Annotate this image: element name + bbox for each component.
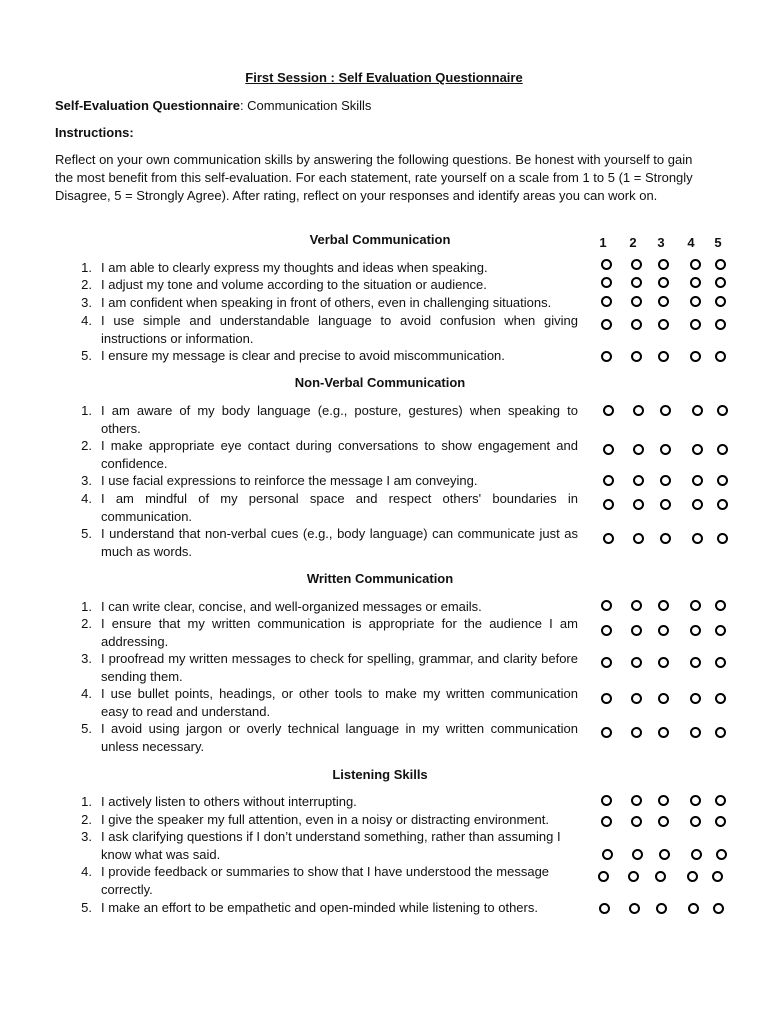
rating-radio-2[interactable]: [633, 533, 644, 544]
rating-radio-5[interactable]: [715, 319, 726, 330]
item-number: 1.: [81, 794, 92, 809]
rating-row: [0, 351, 768, 363]
item-text: I give the speaker my full attention, even in a noisy or distracting environment.: [101, 812, 550, 827]
rating-radio-4[interactable]: [690, 727, 701, 738]
rating-radio-5[interactable]: [715, 657, 726, 668]
rating-radio-2[interactable]: [631, 296, 642, 307]
rating-radio-4[interactable]: [690, 277, 701, 288]
rating-row: [0, 405, 768, 417]
rating-radio-5[interactable]: [715, 816, 726, 827]
rating-radio-3[interactable]: [659, 849, 670, 860]
item-text: I adjust my tone and volume according to the situation or audience.: [101, 277, 487, 292]
rating-radio-3[interactable]: [660, 499, 671, 510]
rating-radio-5[interactable]: [717, 475, 728, 486]
item-text: I provide feedback or summaries to show that I have understood the message correctly.: [101, 864, 550, 897]
rating-row: [0, 277, 768, 289]
rating-row: [0, 259, 768, 271]
rating-radio-5[interactable]: [716, 849, 727, 860]
rating-radio-1[interactable]: [601, 600, 612, 611]
rating-row: [0, 871, 768, 883]
rating-radio-2[interactable]: [631, 625, 642, 636]
rating-radio-4[interactable]: [690, 259, 701, 270]
rating-radio-1[interactable]: [603, 405, 614, 416]
rating-radio-5[interactable]: [715, 625, 726, 636]
rating-radio-2[interactable]: [633, 475, 644, 486]
rating-radio-5[interactable]: [713, 903, 724, 914]
rating-radio-1[interactable]: [601, 351, 612, 362]
scale-label-2: 2: [629, 235, 637, 250]
item-number: 1.: [81, 260, 92, 275]
item-number: 2.: [81, 616, 92, 631]
item-number: 5.: [81, 721, 92, 736]
item-text: I ask clarifying questions if I don’t understand something, rather than assuming I know what was said.: [101, 829, 561, 862]
rating-radio-5[interactable]: [712, 871, 723, 882]
rating-row: [0, 533, 768, 545]
rating-radio-1[interactable]: [601, 319, 612, 330]
rating-radio-1[interactable]: [601, 277, 612, 288]
rating-radio-1[interactable]: [603, 499, 614, 510]
item-text: I ensure that my written communication is appropriate for the audience I am addressing.: [101, 616, 578, 649]
rating-radio-1[interactable]: [599, 903, 610, 914]
item-number: 1.: [81, 403, 92, 418]
rating-radio-3[interactable]: [660, 444, 671, 455]
scale-label-4: 4: [687, 235, 695, 250]
rating-radio-1[interactable]: [601, 795, 612, 806]
rating-row: [0, 849, 768, 861]
rating-radio-2[interactable]: [632, 849, 643, 860]
rating-row: [0, 657, 768, 669]
rating-radio-1[interactable]: [601, 727, 612, 738]
rating-row: [0, 693, 768, 705]
item-text: I actively listen to others without interrupting.: [101, 794, 357, 809]
rating-row: [0, 475, 768, 487]
rating-radio-4[interactable]: [691, 849, 702, 860]
item-text: I am able to clearly express my thoughts and ideas when speaking.: [101, 260, 488, 275]
rating-radio-2[interactable]: [631, 259, 642, 270]
rating-radio-4[interactable]: [690, 795, 701, 806]
rating-radio-4[interactable]: [687, 871, 698, 882]
item-number: 2.: [81, 277, 92, 292]
rating-radio-4[interactable]: [690, 693, 701, 704]
rating-radio-5[interactable]: [715, 277, 726, 288]
page-title: First Session : Self Evaluation Questionnaire: [245, 70, 523, 85]
rating-radio-4[interactable]: [690, 319, 701, 330]
rating-radio-5[interactable]: [715, 351, 726, 362]
item-number: 4.: [81, 491, 92, 506]
rating-radio-2[interactable]: [631, 600, 642, 611]
rating-radio-2[interactable]: [629, 903, 640, 914]
scale-label-1: 1: [599, 235, 607, 250]
item-text: I am aware of my body language (e.g., posture, gestures) when speaking to others.: [101, 403, 578, 436]
item-number: 1.: [81, 599, 92, 614]
item-number: 5.: [81, 526, 92, 541]
rating-radio-3[interactable]: [658, 296, 669, 307]
item-text: I avoid using jargon or overly technical language in my written communication unless necessary.: [101, 721, 578, 754]
item-number: 4.: [81, 686, 92, 701]
rating-row: [0, 600, 768, 612]
subtitle-bold: Self-Evaluation Questionnaire: [55, 98, 240, 113]
item-text: I am confident when speaking in front of others, even in challenging situations.: [101, 295, 552, 310]
subtitle-rest: : Communication Skills: [239, 98, 372, 113]
rating-radio-3[interactable]: [660, 533, 671, 544]
rating-row: [0, 795, 768, 807]
rating-row: [0, 727, 768, 739]
rating-row: [0, 499, 768, 511]
rating-radio-5[interactable]: [717, 533, 728, 544]
rating-row: [0, 296, 768, 308]
rating-radio-3[interactable]: [658, 259, 669, 270]
rating-radio-1[interactable]: [601, 296, 612, 307]
subtitle: [55, 98, 371, 113]
rating-radio-2[interactable]: [631, 277, 642, 288]
item-text: I am mindful of my personal space and respect others' boundaries in communication.: [101, 491, 578, 524]
rating-radio-3[interactable]: [658, 319, 669, 330]
rating-radio-1[interactable]: [601, 657, 612, 668]
rating-radio-5[interactable]: [717, 444, 728, 455]
rating-radio-4[interactable]: [690, 816, 701, 827]
rating-radio-3[interactable]: [658, 277, 669, 288]
item-number: 4.: [81, 313, 92, 328]
item-text: I ensure my message is clear and precise to avoid miscommunication.: [101, 348, 505, 363]
rating-radio-2[interactable]: [631, 351, 642, 362]
item-number: 5.: [81, 348, 92, 363]
rating-radio-2[interactable]: [633, 405, 644, 416]
scale-label-5: 5: [714, 235, 722, 250]
rating-radio-1[interactable]: [598, 871, 609, 882]
rating-radio-3[interactable]: [655, 871, 666, 882]
rating-radio-3[interactable]: [656, 903, 667, 914]
item-text: I make appropriate eye contact during conversations to show engagement and confidence.: [101, 438, 578, 471]
rating-radio-3[interactable]: [658, 657, 669, 668]
rating-row: [0, 625, 768, 637]
rating-radio-1[interactable]: [601, 625, 612, 636]
rating-radio-1[interactable]: [602, 849, 613, 860]
item-text: I use bullet points, headings, or other tools to make my written communication easy to read and understand.: [101, 686, 578, 719]
item-text: I use facial expressions to reinforce the message I am conveying.: [101, 473, 478, 488]
item-number: 4.: [81, 864, 92, 879]
section-title-verbal: Verbal Communication: [309, 232, 451, 247]
rating-radio-1[interactable]: [603, 475, 614, 486]
item-number: 2.: [81, 438, 92, 453]
rating-radio-3[interactable]: [658, 625, 669, 636]
rating-radio-3[interactable]: [658, 795, 669, 806]
item-number: 5.: [81, 900, 92, 915]
scale-label-3: 3: [657, 235, 665, 250]
item-text: I can write clear, concise, and well-organized messages or emails.: [101, 599, 482, 614]
rating-radio-2[interactable]: [631, 795, 642, 806]
rating-radio-2[interactable]: [633, 444, 644, 455]
rating-radio-4[interactable]: [692, 475, 703, 486]
item-number: 3.: [81, 829, 92, 844]
rating-radio-5[interactable]: [715, 795, 726, 806]
item-text: I proofread my written messages to check for spelling, grammar, and clarity before sending them.: [101, 651, 578, 684]
rating-radio-2[interactable]: [633, 499, 644, 510]
rating-radio-4[interactable]: [690, 296, 701, 307]
rating-radio-4[interactable]: [690, 600, 701, 611]
instructions-label: Instructions:: [55, 125, 134, 140]
rating-radio-4[interactable]: [692, 499, 703, 510]
rating-radio-4[interactable]: [688, 903, 699, 914]
rating-radio-1[interactable]: [601, 259, 612, 270]
rating-radio-5[interactable]: [715, 259, 726, 270]
item-number: 3.: [81, 295, 92, 310]
section-title-nonverbal: Non-Verbal Communication: [294, 375, 466, 390]
rating-radio-5[interactable]: [717, 499, 728, 510]
rating-radio-3[interactable]: [658, 727, 669, 738]
rating-radio-4[interactable]: [690, 351, 701, 362]
rating-row: [0, 903, 768, 915]
rating-radio-5[interactable]: [715, 600, 726, 611]
rating-radio-2[interactable]: [631, 693, 642, 704]
rating-radio-4[interactable]: [690, 625, 701, 636]
rating-radio-4[interactable]: [692, 405, 703, 416]
rating-radio-5[interactable]: [717, 405, 728, 416]
rating-radio-1[interactable]: [603, 533, 614, 544]
item-number: 2.: [81, 812, 92, 827]
rating-radio-2[interactable]: [628, 871, 639, 882]
item-number: 3.: [81, 651, 92, 666]
rating-radio-4[interactable]: [692, 533, 703, 544]
rating-radio-5[interactable]: [715, 693, 726, 704]
rating-radio-3[interactable]: [658, 600, 669, 611]
rating-radio-4[interactable]: [690, 657, 701, 668]
rating-row: [0, 319, 768, 331]
section-title-listening: Listening Skills: [332, 767, 428, 782]
rating-radio-2[interactable]: [631, 816, 642, 827]
item-text: I make an effort to be empathetic and open-minded while listening to others.: [101, 900, 538, 915]
rating-radio-4[interactable]: [692, 444, 703, 455]
rating-radio-3[interactable]: [660, 475, 671, 486]
item-number: 3.: [81, 473, 92, 488]
rating-radio-2[interactable]: [631, 657, 642, 668]
rating-radio-5[interactable]: [715, 296, 726, 307]
rating-radio-2[interactable]: [631, 319, 642, 330]
rating-radio-1[interactable]: [601, 693, 612, 704]
instructions-text: Reflect on your own communication skills by answering the following questions. Be honest with yourself to gain the most benefit from this self-evaluation. For each statement, rate yourself on a scale from 1 to 5 (1 = Strongly Disagree, 5 = Strongly Agree). After rating, reflect on your responses and identify areas you can work on.: [55, 152, 693, 203]
rating-radio-1[interactable]: [603, 444, 614, 455]
rating-radio-2[interactable]: [631, 727, 642, 738]
rating-radio-3[interactable]: [658, 351, 669, 362]
section-title-written: Written Communication: [306, 571, 454, 586]
rating-row: [0, 444, 768, 456]
rating-radio-3[interactable]: [658, 693, 669, 704]
rating-radio-3[interactable]: [660, 405, 671, 416]
rating-radio-1[interactable]: [601, 816, 612, 827]
item-text: I use simple and understandable language to avoid confusion when giving instructions or information.: [101, 313, 578, 346]
rating-radio-5[interactable]: [715, 727, 726, 738]
rating-radio-3[interactable]: [658, 816, 669, 827]
rating-row: [0, 816, 768, 828]
item-text: I understand that non-verbal cues (e.g., body language) can communicate just as much as words.: [101, 526, 578, 559]
